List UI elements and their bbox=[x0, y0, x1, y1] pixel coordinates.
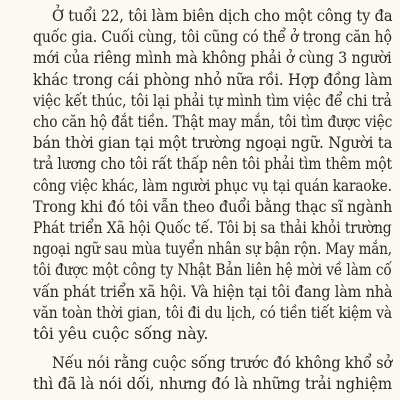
text-line: Phát triển Xã hội Quốc tế. Tôi bị sa thải khỏi trường bbox=[33, 218, 392, 237]
text-line: mới của riêng mình mà không phải ở cùng 3 người bbox=[33, 48, 392, 68]
text-line: vấn phát triển xã hội. Và hiện tại tôi đang làm nhà bbox=[33, 281, 393, 301]
text-line: quốc gia. Cuối cùng, tôi cũng có thể ở trong căn hộ bbox=[33, 27, 392, 47]
text-line: Ở tuổi 22, tôi làm biên dịch cho một công ty đa bbox=[52, 6, 393, 25]
text-line: tôi được một công ty Nhật Bản liên hệ mời về làm cố bbox=[33, 260, 392, 280]
text-line: Trong khi đó tôi vẫn theo đuổi bằng thạc sĩ ngành bbox=[33, 196, 393, 216]
text-line: việc kết thúc, tôi lại phải tự mình tìm việc để chi trả bbox=[33, 90, 392, 110]
text-line: trả lương cho tôi rất thấp nên tôi phải tìm thêm một bbox=[33, 154, 392, 174]
text-line: khác trong cái phòng nhỏ nữa rồi. Hợp đồng làm bbox=[33, 69, 393, 89]
text-line: cho căn hộ đắt tiền. Thật may mắn, tôi tìm được việc bbox=[33, 112, 393, 131]
text-line: văn toàn thời gian, tôi đi du lịch, có tiền tiết kiệm và bbox=[33, 302, 393, 322]
text-line: Nếu nói rằng cuộc sống trước đó không khổ sở bbox=[52, 353, 393, 373]
text-line: thì đã là nói dối, nhưng đó là những trải nghiệm bbox=[33, 374, 393, 394]
text-line: tôi yêu cuộc sống này. bbox=[33, 324, 209, 343]
text-line: công việc khác, làm người phục vụ tại quán karaoke. bbox=[33, 175, 392, 195]
text-line: bán thời gian tại một trường ngoại ngữ. Người ta bbox=[33, 133, 393, 153]
text-line: ngoại ngữ sau mùa tuyển nhân sự bận rộn. May mắn, bbox=[33, 239, 392, 259]
